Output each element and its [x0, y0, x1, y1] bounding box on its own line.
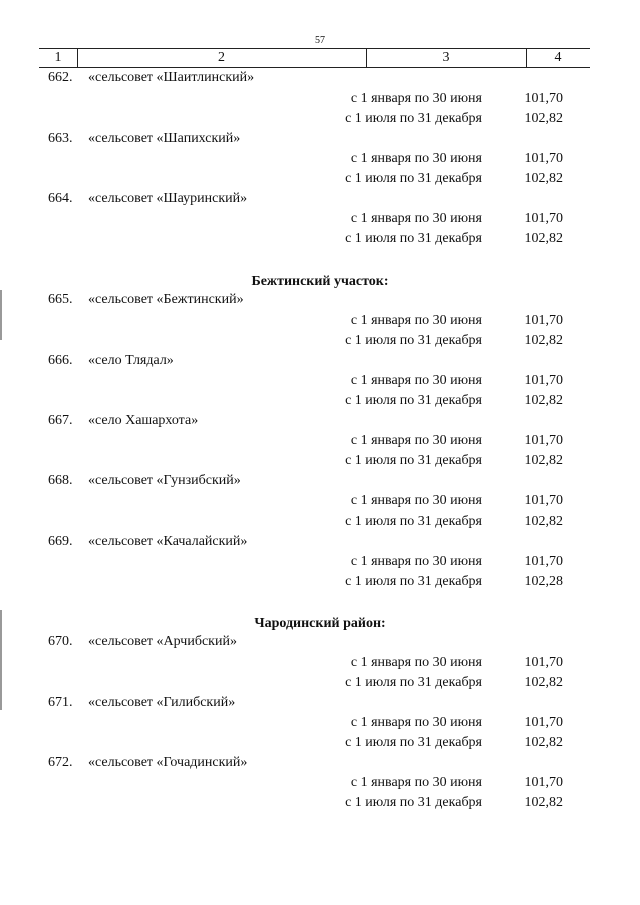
value-first-half: 101,70	[524, 433, 563, 448]
entry-number: 668.	[48, 473, 73, 488]
value-second-half: 102,82	[524, 171, 563, 186]
table-row	[0, 411, 640, 431]
table-row	[0, 632, 640, 652]
period-second-half: с 1 июля по 31 декабря	[345, 111, 482, 126]
table-row	[0, 793, 640, 813]
table-row	[0, 129, 640, 149]
value-second-half: 102,82	[524, 333, 563, 348]
page-number: 57	[315, 35, 325, 46]
entry-name: «сельсовет «Шауринский»	[88, 191, 248, 206]
table-row	[0, 209, 640, 229]
header-col-4: 4	[554, 50, 562, 65]
table-row	[0, 371, 640, 391]
entry-name: «сельсовет «Гунзибский»	[88, 473, 241, 488]
value-second-half: 102,82	[524, 453, 563, 468]
entry-number: 662.	[48, 70, 73, 85]
period-second-half: с 1 июля по 31 декабря	[345, 393, 482, 408]
value-second-half: 102,82	[524, 514, 563, 529]
table-row	[0, 512, 640, 532]
value-second-half: 102,82	[524, 111, 563, 126]
table-row	[0, 89, 640, 109]
value-first-half: 101,70	[524, 493, 563, 508]
period-second-half: с 1 июля по 31 декабря	[345, 574, 482, 589]
table-header	[39, 48, 590, 68]
entry-name: «село Хашархота»	[88, 413, 199, 428]
period-first-half: с 1 января по 30 июня	[350, 554, 482, 569]
table-row	[0, 552, 640, 572]
period-first-half: с 1 января по 30 июня	[350, 775, 482, 790]
entry-name: «сельсовет «Качалайский»	[88, 534, 248, 549]
table-row	[0, 491, 640, 511]
value-first-half: 101,70	[524, 775, 563, 790]
period-first-half: с 1 января по 30 июня	[350, 313, 482, 328]
period-second-half: с 1 июля по 31 декабря	[345, 453, 482, 468]
value-second-half: 102,82	[524, 795, 563, 810]
entry-name: «село Тлядал»	[88, 353, 174, 368]
period-first-half: с 1 января по 30 июня	[350, 91, 482, 106]
value-second-half: 102,82	[524, 675, 563, 690]
table-row	[0, 431, 640, 451]
entry-number: 670.	[48, 634, 73, 649]
table-row	[0, 311, 640, 331]
value-first-half: 101,70	[524, 715, 563, 730]
period-first-half: с 1 января по 30 июня	[350, 433, 482, 448]
value-second-half: 102,82	[524, 231, 563, 246]
scan-edge-mark	[0, 610, 2, 710]
period-second-half: с 1 июля по 31 декабря	[345, 171, 482, 186]
entry-number: 665.	[48, 292, 73, 307]
entry-number: 666.	[48, 353, 73, 368]
table-row	[0, 673, 640, 693]
section-heading: Чародинский район:	[254, 616, 386, 631]
entry-name: «сельсовет «Гилибский»	[88, 695, 236, 710]
entry-number: 671.	[48, 695, 73, 710]
header-col-2: 2	[218, 50, 225, 65]
period-second-half: с 1 июля по 31 декабря	[345, 795, 482, 810]
table-row	[0, 572, 640, 592]
period-first-half: с 1 января по 30 июня	[350, 211, 482, 226]
table-row	[0, 68, 640, 88]
period-second-half: с 1 июля по 31 декабря	[345, 735, 482, 750]
period-first-half: с 1 января по 30 июня	[350, 151, 482, 166]
section-heading: Бежтинский участок:	[251, 274, 389, 289]
entry-name: «сельсовет «Бежтинский»	[88, 292, 244, 307]
period-first-half: с 1 января по 30 июня	[350, 493, 482, 508]
value-second-half: 102,28	[524, 574, 563, 589]
period-second-half: с 1 июля по 31 декабря	[345, 231, 482, 246]
entry-number: 664.	[48, 191, 73, 206]
table-row	[0, 753, 640, 773]
entry-name: «сельсовет «Шаитлинский»	[88, 70, 255, 85]
entry-name: «сельсовет «Арчибский»	[88, 634, 237, 649]
value-first-half: 101,70	[524, 373, 563, 388]
scan-edge-mark	[0, 290, 2, 340]
value-first-half: 101,70	[524, 655, 563, 670]
value-second-half: 102,82	[524, 393, 563, 408]
table-row	[0, 351, 640, 371]
period-first-half: с 1 января по 30 июня	[350, 655, 482, 670]
table-row	[0, 693, 640, 713]
entry-number: 672.	[48, 755, 73, 770]
table-row	[0, 773, 640, 793]
period-second-half: с 1 июля по 31 декабря	[345, 333, 482, 348]
period-first-half: с 1 января по 30 июня	[350, 715, 482, 730]
entry-number: 669.	[48, 534, 73, 549]
entry-number: 663.	[48, 131, 73, 146]
table-row	[0, 331, 640, 351]
table-row	[0, 169, 640, 189]
period-first-half: с 1 января по 30 июня	[350, 373, 482, 388]
table-row	[0, 451, 640, 471]
value-first-half: 101,70	[524, 554, 563, 569]
entry-name: «сельсовет «Шапихский»	[88, 131, 241, 146]
value-second-half: 102,82	[524, 735, 563, 750]
table-row	[0, 733, 640, 753]
table-row	[0, 653, 640, 673]
period-second-half: с 1 июля по 31 декабря	[345, 514, 482, 529]
table-row	[0, 290, 640, 310]
header-col-3: 3	[442, 50, 450, 65]
table-row	[0, 713, 640, 733]
value-first-half: 101,70	[524, 313, 563, 328]
table-row	[0, 189, 640, 209]
table-row	[0, 229, 640, 249]
table-row	[0, 471, 640, 491]
table-row	[0, 391, 640, 411]
period-second-half: с 1 июля по 31 декабря	[345, 675, 482, 690]
header-col-1: 1	[54, 50, 62, 65]
value-first-half: 101,70	[524, 151, 563, 166]
table-row	[0, 149, 640, 169]
table-row	[0, 532, 640, 552]
value-first-half: 101,70	[524, 211, 563, 226]
entry-name: «сельсовет «Гочадинский»	[88, 755, 248, 770]
table-row	[0, 109, 640, 129]
entry-number: 667.	[48, 413, 73, 428]
value-first-half: 101,70	[524, 91, 563, 106]
